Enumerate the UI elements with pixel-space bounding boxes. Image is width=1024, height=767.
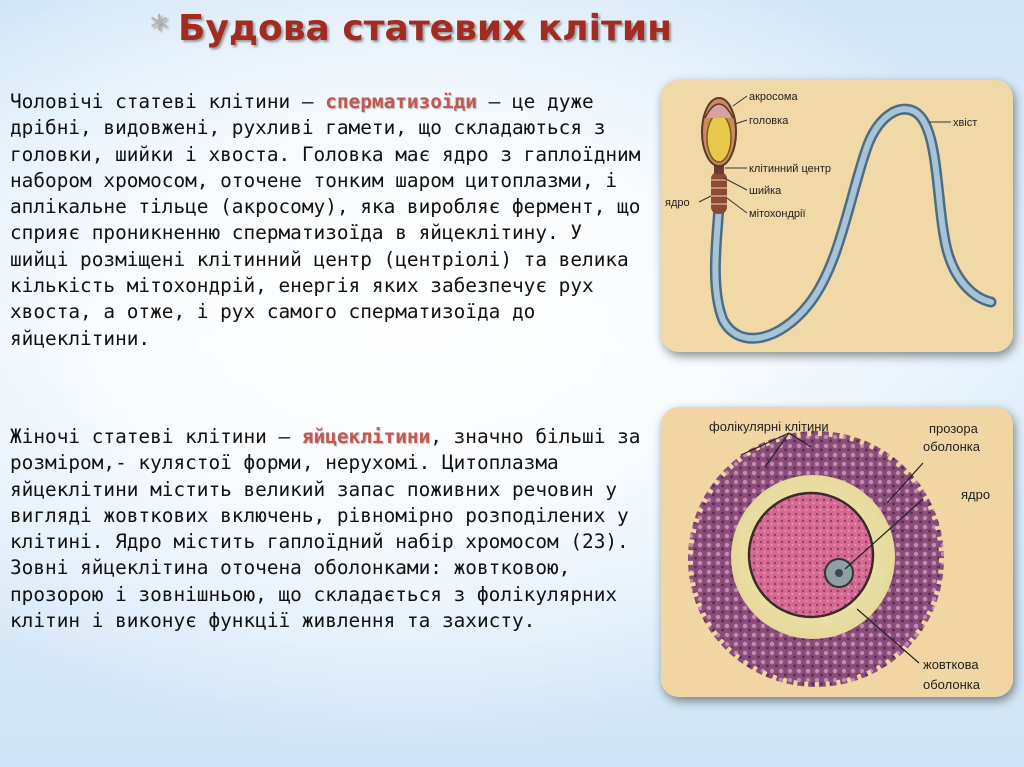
- female-lead: Жіночі статеві клітини –: [10, 425, 302, 448]
- label-tail: хвіст: [953, 117, 978, 129]
- female-body: , значно більші за розміром,- кулястої форми, нерухомі. Цитоплазма яйцеклітини містить великий запас поживних речовин у вигляді жовткових включень, рівномірно розподілених у клітині. Ядро містить гаплоїдний набір хромосом (23). Зовні яйцеклітина оточена оболонками: жовтковою, прозорою і зовнішньою, що складається з фолікулярних клітин і виконує функції живлення та захисту.: [10, 425, 641, 633]
- male-body: – це дуже дрібні, видовжені, рухливі гамети, що складаються з головки, шийки і хвоста. Головка має ядро з гаплоїдним набором хромосом, оточене тонким шаром цитоплазми, і аплікальне тільце (акросому), яка виробляє фермент, що сприяє проникненню сперматизоїда в яйцеклітину. У шийці розміщені клітинний центр (центріолі) та велика кількість мітохондрій, енергія яких забезпечує рух хвоста, а отже, і рух самого сперматизоїда до яйцеклітини.: [10, 90, 641, 350]
- label-mitochondria: мітохондрії: [749, 208, 806, 220]
- egg-cell-diagram: [661, 407, 1013, 697]
- label-vitelline-line2: оболонка: [923, 677, 980, 692]
- label-nucleus: ядро: [665, 197, 690, 209]
- label-zona-line1: прозора: [929, 421, 978, 436]
- term-egg-cells: яйцеклітини: [301, 425, 431, 448]
- male-lead: Чоловічі статеві клітини –: [10, 90, 326, 113]
- term-spermatozoa: сперматизоїди: [325, 90, 477, 113]
- sperm-nucleus: [707, 114, 731, 162]
- label-cell-center: клітинний центр: [749, 163, 832, 175]
- label-vitelline-line1: жовткова: [923, 657, 979, 672]
- label-neck: шийка: [749, 185, 782, 197]
- label-zona-line2: оболонка: [923, 439, 980, 454]
- label-head: головка: [749, 115, 789, 127]
- female-cells-paragraph: [10, 424, 650, 634]
- egg-cell-illustration: [661, 407, 1013, 697]
- egg-cytoplasm: [749, 493, 873, 617]
- sperm-illustration: [661, 80, 1013, 352]
- slide-title: [150, 8, 672, 49]
- label-follicular-cells: фолікулярні клітини: [709, 419, 829, 434]
- label-egg-nucleus: ядро: [961, 487, 991, 502]
- title-text: Будова статевих клітин: [178, 8, 672, 49]
- title-bullet: *: [150, 8, 168, 49]
- male-cells-paragraph: [10, 89, 650, 352]
- sperm-diagram: [661, 80, 1013, 352]
- label-acrosome: акросома: [749, 91, 798, 103]
